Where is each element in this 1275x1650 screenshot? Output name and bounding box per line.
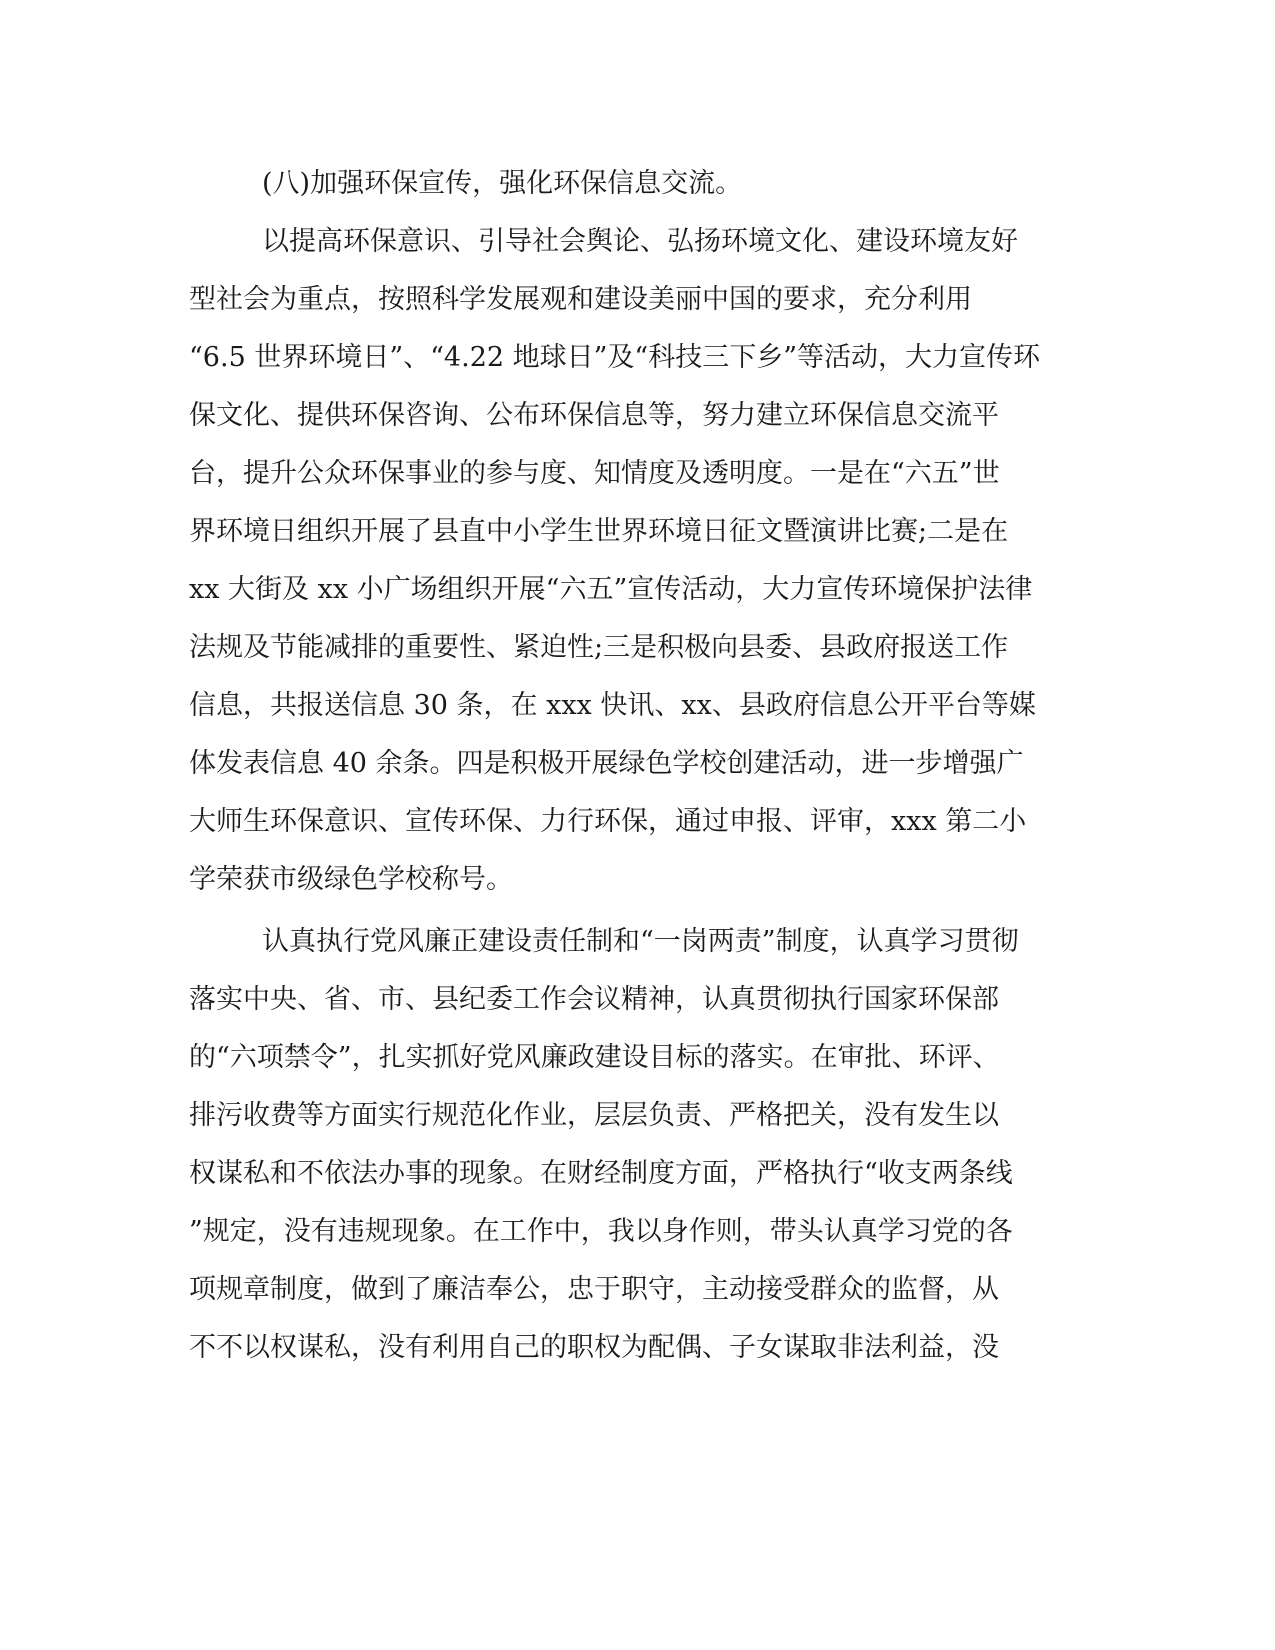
paragraph1-line: 体发表信息 40 余条。四是积极开展绿色学校创建活动，进一步增强广: [189, 748, 1024, 779]
paragraph1-line: xx 大街及 xx 小广场组织开展“六五”宣传活动，大力宣传环境保护法律: [189, 574, 1033, 605]
paragraph2-line: 的“六项禁令”，扎实抓好党风廉政建设目标的落实。在审批、环评、: [189, 1042, 1000, 1073]
paragraph1-line: 台，提升公众环保事业的参与度、知情度及透明度。一是在“六五”世: [189, 458, 1000, 489]
paragraph1-line: 型社会为重点，按照科学发展观和建设美丽中国的要求，充分利用: [189, 284, 972, 315]
paragraph1-line: “6.5 世界环境日”、“4.22 地球日”及“科技三下乡”等活动，大力宣传环: [189, 342, 1041, 373]
paragraph2-line: 落实中央、省、市、县纪委工作会议精神，认真贯彻执行国家环保部: [189, 984, 999, 1015]
paragraph1-line: 信息，共报送信息 30 条，在 xxx 快讯、xx、县政府信息公开平台等媒: [189, 690, 1036, 721]
paragraph1-line: 以提高环保意识、引导社会舆论、弘扬环境文化、建设环境友好: [262, 226, 1018, 257]
paragraph1-line: 界环境日组织开展了县直中小学生世界环境日征文暨演讲比赛;二是在: [189, 516, 1009, 547]
paragraph2-line: 认真执行党风廉正建设责任制和“一岗两责”制度，认真学习贯彻: [262, 926, 1019, 957]
paragraph1-line: 学荣获市级绿色学校称号。: [189, 864, 513, 895]
paragraph2-line: ”规定，没有违规现象。在工作中，我以身作则，带头认真学习党的各: [189, 1216, 1013, 1247]
paragraph1-line: 保文化、提供环保咨询、公布环保信息等，努力建立环保信息交流平: [189, 400, 999, 431]
paragraph1-line: 法规及节能减排的重要性、紧迫性;三是积极向县委、县政府报送工作: [189, 632, 1009, 663]
paragraph2-line: 不不以权谋私，没有利用自己的职权为配偶、子女谋取非法利益，没: [189, 1332, 999, 1363]
section-heading: (八)加强环保宣传，强化环保信息交流。: [262, 168, 743, 199]
paragraph2-line: 项规章制度，做到了廉洁奉公，忠于职守，主动接受群众的监督，从: [189, 1274, 999, 1305]
paragraph2-line: 权谋私和不依法办事的现象。在财经制度方面，严格执行“收支两条线: [189, 1158, 1013, 1189]
paragraph2-line: 排污收费等方面实行规范化作业，层层负责、严格把关，没有发生以: [189, 1100, 999, 1131]
paragraph1-line: 大师生环保意识、宣传环保、力行环保，通过申报、评审，xxx 第二小: [189, 806, 1027, 837]
